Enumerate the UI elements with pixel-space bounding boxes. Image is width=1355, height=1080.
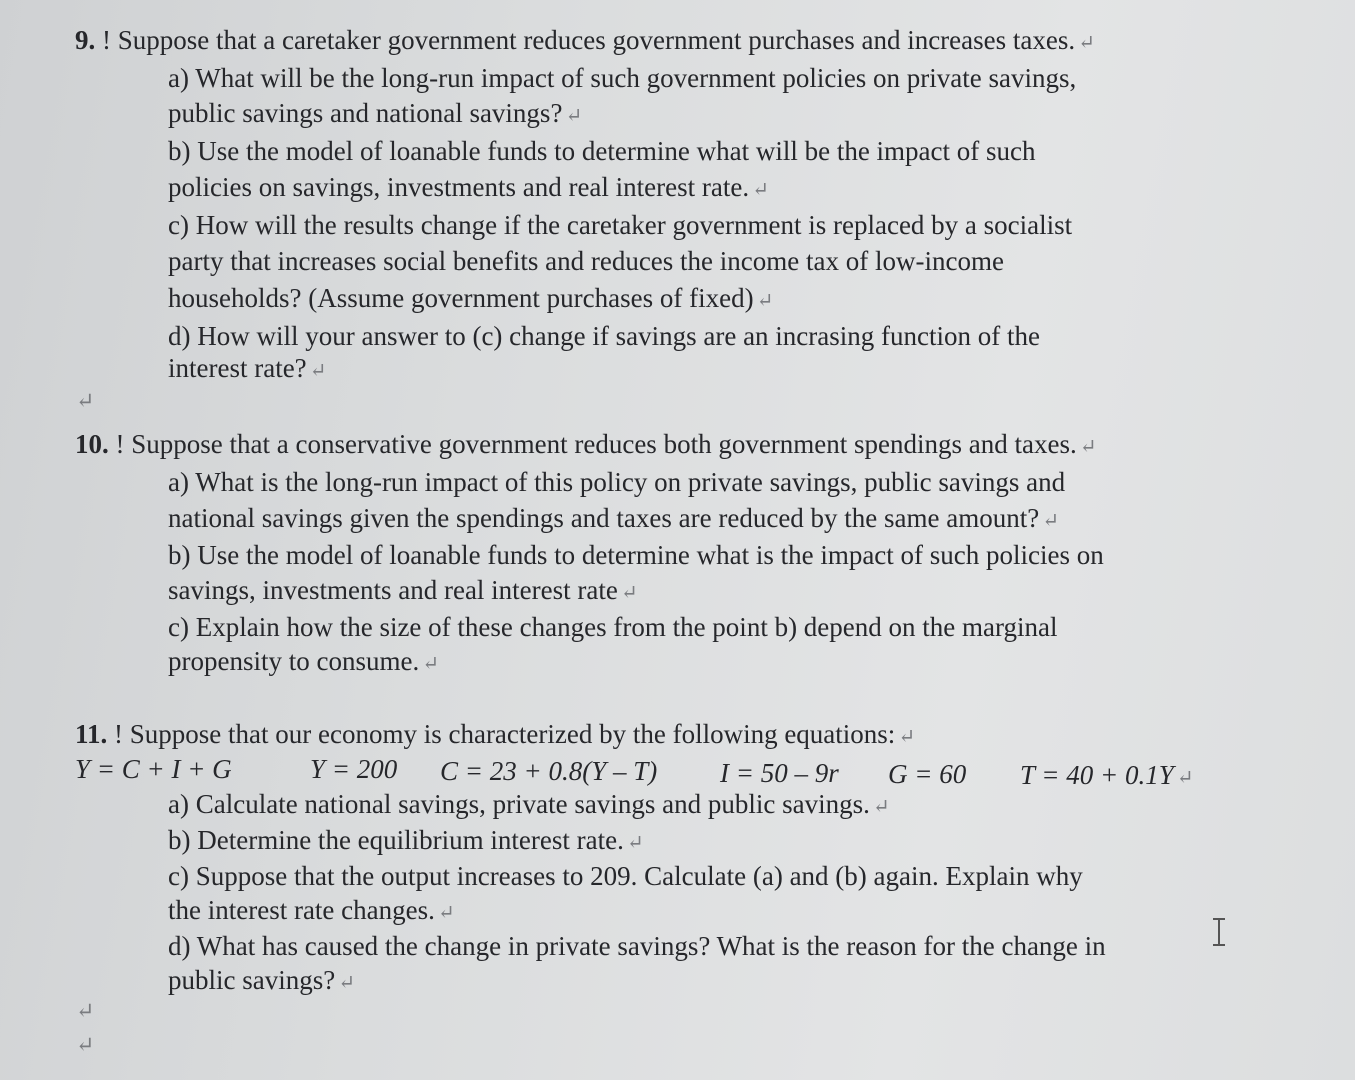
return-mark-icon: ↵ [1078, 32, 1095, 54]
q9-d-text: d) How will your answer to (c) change if savings are an incrasing function of the [168, 321, 1040, 351]
q9-c-text: c) How will the results change if the caretaker government is replaced by a socialist [168, 210, 1073, 240]
return-mark-icon: ↵ [437, 902, 455, 924]
q9-c-text-cont: party that increases social benefits and reduces the income tax of low-income [168, 246, 1004, 276]
q11-c-text-cont: the interest rate changes. [168, 895, 435, 925]
q9-c-text-cont2: households? (Assume government purchases of fixed) [168, 283, 754, 313]
return-mark-icon: ↵ [1079, 436, 1097, 458]
return-mark-icon: ↵ [565, 105, 583, 127]
q11-b-text: b) Determine the equilibrium interest rate. [168, 825, 624, 855]
q10-b-text: b) Use the model of loanable funds to determine what is the impact of such policies on [168, 540, 1104, 570]
q9-a-line1 [168, 62, 1076, 94]
q10-b-line1 [168, 539, 1104, 571]
return-mark-icon: ↵ [76, 1032, 95, 1057]
q11-d-text-cont: public savings? [168, 965, 336, 995]
q10-stem: ! Suppose that a conservative government reduces both government spendings and taxes. [108, 429, 1077, 459]
q9-c-line2 [168, 245, 1004, 277]
q11-d-line2 [168, 964, 355, 999]
equation-identity: Y = C + I + G [75, 754, 232, 784]
q11-d-line1 [168, 930, 1106, 962]
q9-b-line2 [168, 171, 769, 206]
q10-b-line2 [168, 574, 638, 609]
q9-a-text-cont: public savings and national savings? [168, 98, 563, 128]
q11-stem: ! Suppose that our economy is characterized by the following equations: [107, 719, 896, 749]
q11-d-text: d) What has caused the change in private savings? What is the reason for the change in [168, 931, 1106, 961]
q9-a-line2 [168, 97, 582, 132]
q11-b-line [168, 824, 644, 859]
q9-c-line3 [168, 282, 773, 317]
q9-b-text-cont: policies on savings, investments and real interest rate. [168, 172, 750, 202]
text-cursor-icon [1212, 918, 1226, 946]
q11-number: 11. [75, 719, 108, 749]
q10-c-line2 [168, 645, 439, 680]
q10-c-text-cont: propensity to consume. [168, 646, 420, 676]
return-mark-icon: ↵ [309, 360, 327, 382]
return-mark-icon: ↵ [898, 726, 916, 748]
equation-government: G = 60 [888, 759, 967, 789]
q9-b-line1 [168, 135, 1036, 167]
return-mark-icon: ↵ [756, 290, 774, 312]
q10-a-text-cont: national savings given the spendings and taxes are reduced by the same amount? [168, 503, 1040, 533]
return-mark-icon: ↵ [626, 832, 644, 854]
return-mark-icon: ↵ [1176, 767, 1194, 789]
q9-stem: ! Suppose that a caretaker government reduces government purchases and increases taxes. [95, 25, 1076, 55]
equation-taxes [1020, 759, 1194, 794]
return-mark-icon: ↵ [338, 972, 355, 994]
q10-a-line1 [168, 466, 1065, 498]
return-mark-icon: ↵ [76, 388, 95, 413]
q9-c-line1 [168, 209, 1072, 241]
q9-d-text-cont: interest rate? [168, 353, 307, 383]
q11-c-line1 [168, 860, 1083, 892]
q10-a-line2 [168, 502, 1059, 537]
return-mark-icon: ↵ [1042, 510, 1060, 532]
q9-stem-line [75, 24, 1095, 59]
q11-stem-line [75, 718, 915, 753]
equation-output: Y = 200 [310, 754, 398, 784]
equation-consumption: C = 23 + 0.8(Y – T) [440, 756, 658, 786]
q10-number: 10. [75, 429, 109, 459]
q10-stem-line [75, 428, 1097, 463]
return-mark-icon: ↵ [422, 653, 439, 675]
q11-a-line [168, 788, 890, 823]
q11-a-text: a) Calculate national savings, private savings and public savings. [168, 789, 870, 819]
q9-d-line2 [168, 352, 326, 387]
q10-b-text-cont: savings, investments and real interest rate [168, 575, 618, 605]
return-mark-icon: ↵ [752, 179, 769, 201]
q10-c-text: c) Explain how the size of these changes from the point b) depend on the marginal [168, 612, 1058, 642]
q11-c-line2 [168, 894, 455, 929]
q9-a-text: a) What will be the long-run impact of such government policies on private savings, [168, 63, 1077, 93]
q9-number: 9. [75, 25, 96, 55]
q10-c-line1 [168, 611, 1057, 643]
return-mark-icon: ↵ [872, 796, 890, 818]
q9-b-text: b) Use the model of loanable funds to determine what will be the impact of such [168, 136, 1036, 166]
return-mark-icon: ↵ [620, 582, 638, 604]
q11-c-text: c) Suppose that the output increases to 209. Calculate (a) and (b) again. Explain why [168, 861, 1083, 891]
q9-d-line1 [168, 320, 1040, 352]
q10-a-text: a) What is the long-run impact of this policy on private savings, public savings and [168, 467, 1066, 497]
return-mark-icon: ↵ [76, 998, 95, 1023]
equation-taxes-text: T = 40 + 0.1Y [1020, 760, 1174, 790]
equation-investment: I = 50 – 9r [720, 758, 839, 788]
